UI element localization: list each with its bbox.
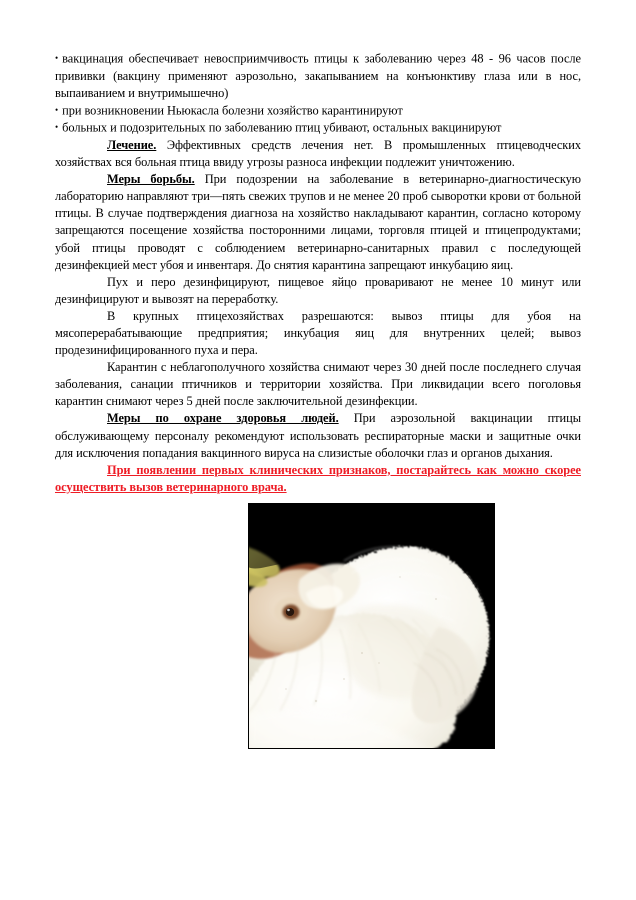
paragraph-human-health-heading: Меры по охране здоровья людей. <box>107 411 339 426</box>
paragraph-control-measures-text: При подозрении на заболевание в ветеринарно-диагностическую лабораторию направляют три—пять свежих трупов и не менее 20 проб сыворотки крови от больной птицы. В случае подтверждения диагноза на хозяйство накладывают карантин, согласно которому запрещаются посещение хозяйства посторонними лицами, торговля птицей и птицепродуктами; убой птицы проводят с соблюдением ветеринарно-санитарных правил с последующей дезинфекцией мест убоя и инвентаря. До снятия карантина запрещают инкубацию яиц. <box>55 172 581 272</box>
document-text-body <box>55 50 581 496</box>
paragraph-control-measures-heading: Меры борьбы. <box>107 172 195 187</box>
bullet-dot-icon: • <box>55 53 59 63</box>
paragraph-treatment <box>55 137 581 171</box>
photo-sick-chicken <box>248 503 495 749</box>
paragraph-control-measures <box>55 171 581 274</box>
paragraph-quarantine-lift <box>55 359 581 410</box>
bullet-item-quarantine-text: при возникновении Ньюкасла болезни хозяйство карантинируют <box>62 103 403 118</box>
paragraph-human-health-text: При аэрозольной вакцинации птицы обслуживающему персоналу рекомендуют использовать респираторные маски и защитные очки для исключения попадания вакцинного вируса на слизистые оболочки глаз и органов дыхания. <box>55 411 581 460</box>
paragraph-treatment-text: Эффективных средств лечения нет. В промышленных птицеводческих хозяйствах вся больная птица ввиду угрозы разноса инфекции подлежит уничтожению. <box>55 137 581 170</box>
paragraph-large-farms <box>55 308 581 359</box>
paragraph-treatment-heading: Лечение. <box>107 137 157 152</box>
paragraph-warning-call-vet: При появлении первых клинических признаков, постарайтесь как можно скорее осуществить вызов ветеринарного врача. <box>55 462 581 494</box>
paragraph-quarantine-lift-text: Карантин с неблагополучного хозяйства снимают через 30 дней после последнего случая заболевания, санации птичников и территории хозяйства. При ликвидации всего поголовья карантин снимают через 5 дней после заключительной дезинфекции. <box>55 360 581 409</box>
bullet-dot-icon: • <box>55 104 59 115</box>
photo-sick-chicken-image <box>248 503 495 749</box>
paragraph-large-farms-text: В крупных птицехозяйствах разрешаются: вывоз птицы для убоя на мясоперерабатывающие предприятия; инкубация яиц для внутренних целей; вывоз продезинифицированного пуха и пера. <box>55 308 581 358</box>
bullet-item-quarantine <box>55 102 581 120</box>
bullet-item-culling <box>55 119 581 137</box>
bullet-item-vaccination <box>55 50 581 102</box>
bullet-item-vaccination-text: вакцинация обеспечивает невосприимчивость птицы к заболеванию через 48 - 96 часов после прививки (вакцину применяют аэрозольно, закапыванием на конъюнктиву глаза или в нос, выпаиванием и внутримышечно) <box>55 51 581 100</box>
paragraph-down-and-feather-text: Пух и перо дезинфицируют, пищевое яйцо проваривают не менее 10 минут или дезинфицируют и вывозят на переработку. <box>55 274 581 306</box>
bullet-dot-icon: • <box>55 122 59 133</box>
paragraph-down-and-feather <box>55 274 581 308</box>
paragraph-human-health <box>55 410 581 461</box>
bullet-item-culling-text: больных и подозрительных по заболеванию птиц убивают, остальных вакцинируют <box>62 120 502 135</box>
